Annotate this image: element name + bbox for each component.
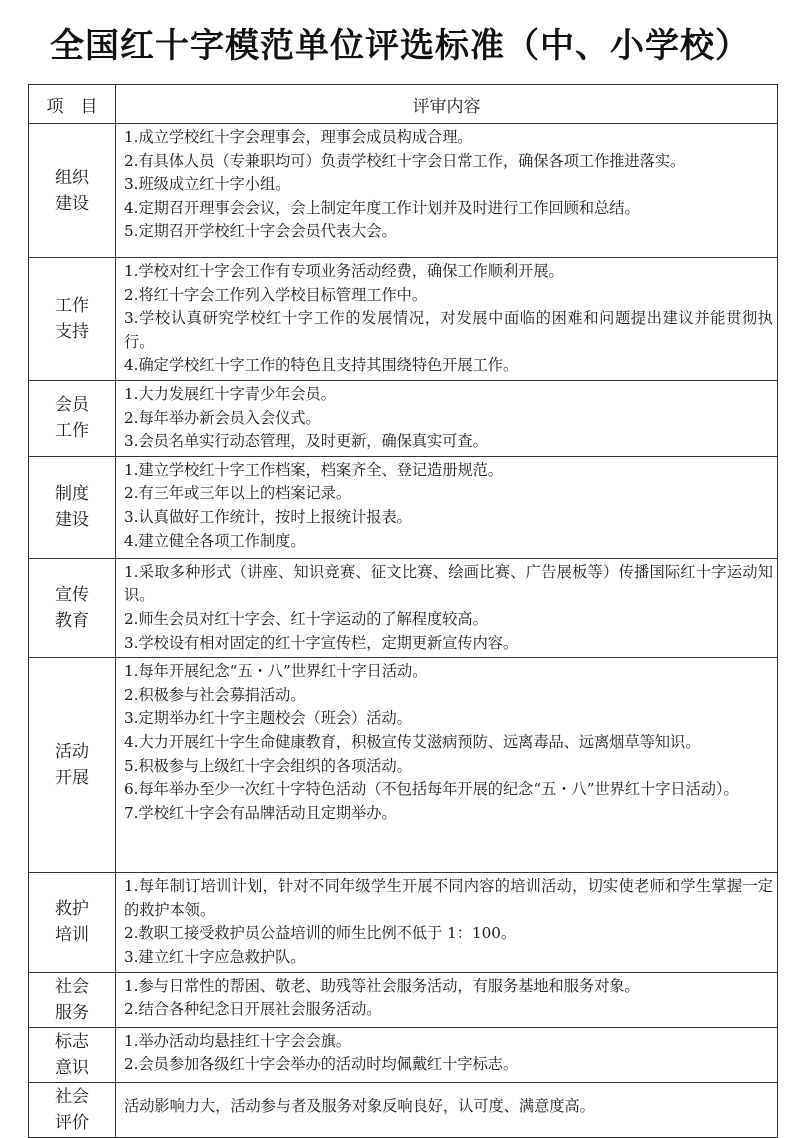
category-label: 活动 (55, 742, 89, 763)
row-content (116, 873, 778, 972)
table-row (29, 380, 778, 456)
table-row (29, 1027, 778, 1082)
table-header-row (29, 85, 778, 124)
criterion-item: 活动影响力大，活动参与者及服务对象反响良好，认可度、满意度高。 (124, 1096, 595, 1115)
row-category (29, 972, 116, 1027)
row-category (29, 873, 116, 972)
category-label: 培训 (55, 925, 89, 946)
row-content (116, 124, 778, 258)
row-content (116, 658, 778, 873)
row-content (116, 380, 778, 456)
category-label: 评价 (55, 1112, 89, 1133)
header-content: 评审内容 (116, 85, 778, 124)
criterion-item: 2.积极参与社会募捐活动。 (124, 685, 306, 704)
table-row (29, 873, 778, 972)
category-label: 社会 (55, 1086, 89, 1107)
table-row (29, 658, 778, 873)
criterion-item: 5.定期召开学校红十字会会员代表大会。 (124, 222, 397, 241)
criterion-item: 1.大力发展红十字青少年会员。 (124, 384, 336, 403)
criterion-item: 2.有三年或三年以上的档案记录。 (124, 484, 352, 503)
row-category (29, 1082, 116, 1137)
row-content (116, 558, 778, 657)
category-label: 工作 (55, 421, 89, 442)
criterion-item: 1.成立学校红十字会理事会，理事会成员构成合理。 (124, 128, 473, 146)
criterion-item: 3.认真做好工作统计，按时上报统计报表。 (124, 507, 412, 526)
criterion-item: 7.学校红十字会有品牌活动且定期举办。 (124, 803, 397, 822)
table-row (29, 124, 778, 258)
category-label: 支持 (55, 321, 89, 342)
criterion-item: 1.学校对红十字会工作有专项业务活动经费，确保工作顺利开展。 (124, 262, 564, 280)
criterion-item: 5.积极参与上级红十字会组织的各项活动。 (124, 756, 412, 775)
criterion-item: 2.将红十字会工作列入学校目标管理工作中。 (124, 285, 428, 304)
criterion-item: 1.参与日常性的帮困、敬老、助残等社会服务活动，有服务基地和服务对象。 (124, 976, 640, 995)
category-label: 制度 (55, 484, 89, 505)
criterion-item: 2.结合各种纪念日开展社会服务活动。 (124, 1000, 382, 1019)
criterion-item: 1.采取多种形式（讲座、知识竞赛、征文比赛、绘画比赛、广告展板等）传播国际红十字运动知识。 (124, 562, 773, 605)
category-label: 标志 (55, 1031, 89, 1052)
row-category (29, 380, 116, 456)
header-item: 项 目 (29, 85, 116, 124)
criterion-item: 2.每年举办新会员入会仪式。 (124, 408, 321, 427)
criterion-item: 6.每年举办至少一次红十字特色活动（不包括每年开展的纪念“五・八”世界红十字日活动）。 (124, 780, 739, 799)
category-label: 意识 (55, 1057, 89, 1078)
criterion-item: 2.教职工接受救护员公益培训的师生比例不低于 1：100。 (124, 924, 517, 943)
criterion-item: 4.大力开展红十字生命健康教育，积极宣传艾滋病预防、远离毒品、远离烟草等知识。 (124, 732, 701, 751)
table-row (29, 558, 778, 657)
row-category (29, 558, 116, 657)
row-category (29, 658, 116, 873)
category-label: 组织 (55, 167, 89, 188)
criterion-item: 4.建立健全各项工作制度。 (124, 531, 306, 550)
criterion-item: 1.建立学校红十字工作档案，档案齐全、登记造册规范。 (124, 460, 503, 479)
table-row (29, 972, 778, 1027)
category-label: 会员 (55, 395, 89, 416)
table-row (29, 1082, 778, 1137)
table-row (29, 456, 778, 558)
category-label: 社会 (55, 976, 89, 997)
row-category (29, 1027, 116, 1082)
row-content (116, 1027, 778, 1082)
table-body (29, 124, 778, 1138)
criteria-table (28, 84, 778, 1138)
category-label: 救护 (55, 899, 89, 920)
page-title: 全国红十字模范单位评选标准（中、小学校） (50, 26, 750, 66)
row-category (29, 124, 116, 258)
criterion-item: 4.定期召开理事会会议，会上制定年度工作计划并及时进行工作回顾和总结。 (124, 198, 640, 217)
category-label: 工作 (55, 295, 89, 316)
criterion-item: 3.学校设有相对固定的红十字宣传栏，定期更新宣传内容。 (124, 633, 519, 652)
criterion-item: 3.班级成立红十字小组。 (124, 175, 291, 194)
category-label: 宣传 (55, 584, 89, 605)
criterion-item: 3.会员名单实行动态管理，及时更新，确保真实可查。 (124, 432, 488, 451)
row-category (29, 258, 116, 381)
criterion-item: 3.定期举办红十字主题校会（班会）活动。 (124, 709, 412, 728)
criterion-item: 2.有具体人员（专兼职均可）负责学校红十字会日常工作，确保各项工作推进落实。 (124, 151, 686, 170)
criterion-item: 3.学校认真研究学校红十字工作的发展情况，对发展中面临的困难和问题提出建议并能贯彻执行。 (124, 309, 773, 351)
category-label: 建设 (55, 193, 89, 214)
row-content (116, 456, 778, 558)
row-content (116, 972, 778, 1027)
criterion-item: 1.举办活动均悬挂红十字会会旗。 (124, 1031, 352, 1050)
row-content (116, 258, 778, 381)
criterion-item: 1.每年开展纪念“五・八”世界红十字日活动。 (124, 662, 428, 681)
category-label: 服务 (55, 1002, 89, 1023)
criterion-item: 2.会员参加各级红十字会举办的活动时均佩戴红十字标志。 (124, 1055, 519, 1074)
criterion-item: 4.确定学校红十字工作的特色且支持其围绕特色开展工作。 (124, 356, 519, 375)
table-row (29, 258, 778, 381)
criterion-item: 1.每年制订培训计划，针对不同年级学生开展不同内容的培训活动，切实使老师和学生掌握一定的救护本领。 (124, 877, 773, 919)
row-content (116, 1082, 778, 1137)
criterion-item: 2.师生会员对红十字会、红十字运动的了解程度较高。 (124, 609, 488, 628)
criterion-item: 3.建立红十字应急救护队。 (124, 947, 306, 966)
category-label: 教育 (55, 610, 89, 631)
row-category (29, 456, 116, 558)
category-label: 建设 (55, 510, 89, 531)
category-label: 开展 (55, 768, 89, 789)
